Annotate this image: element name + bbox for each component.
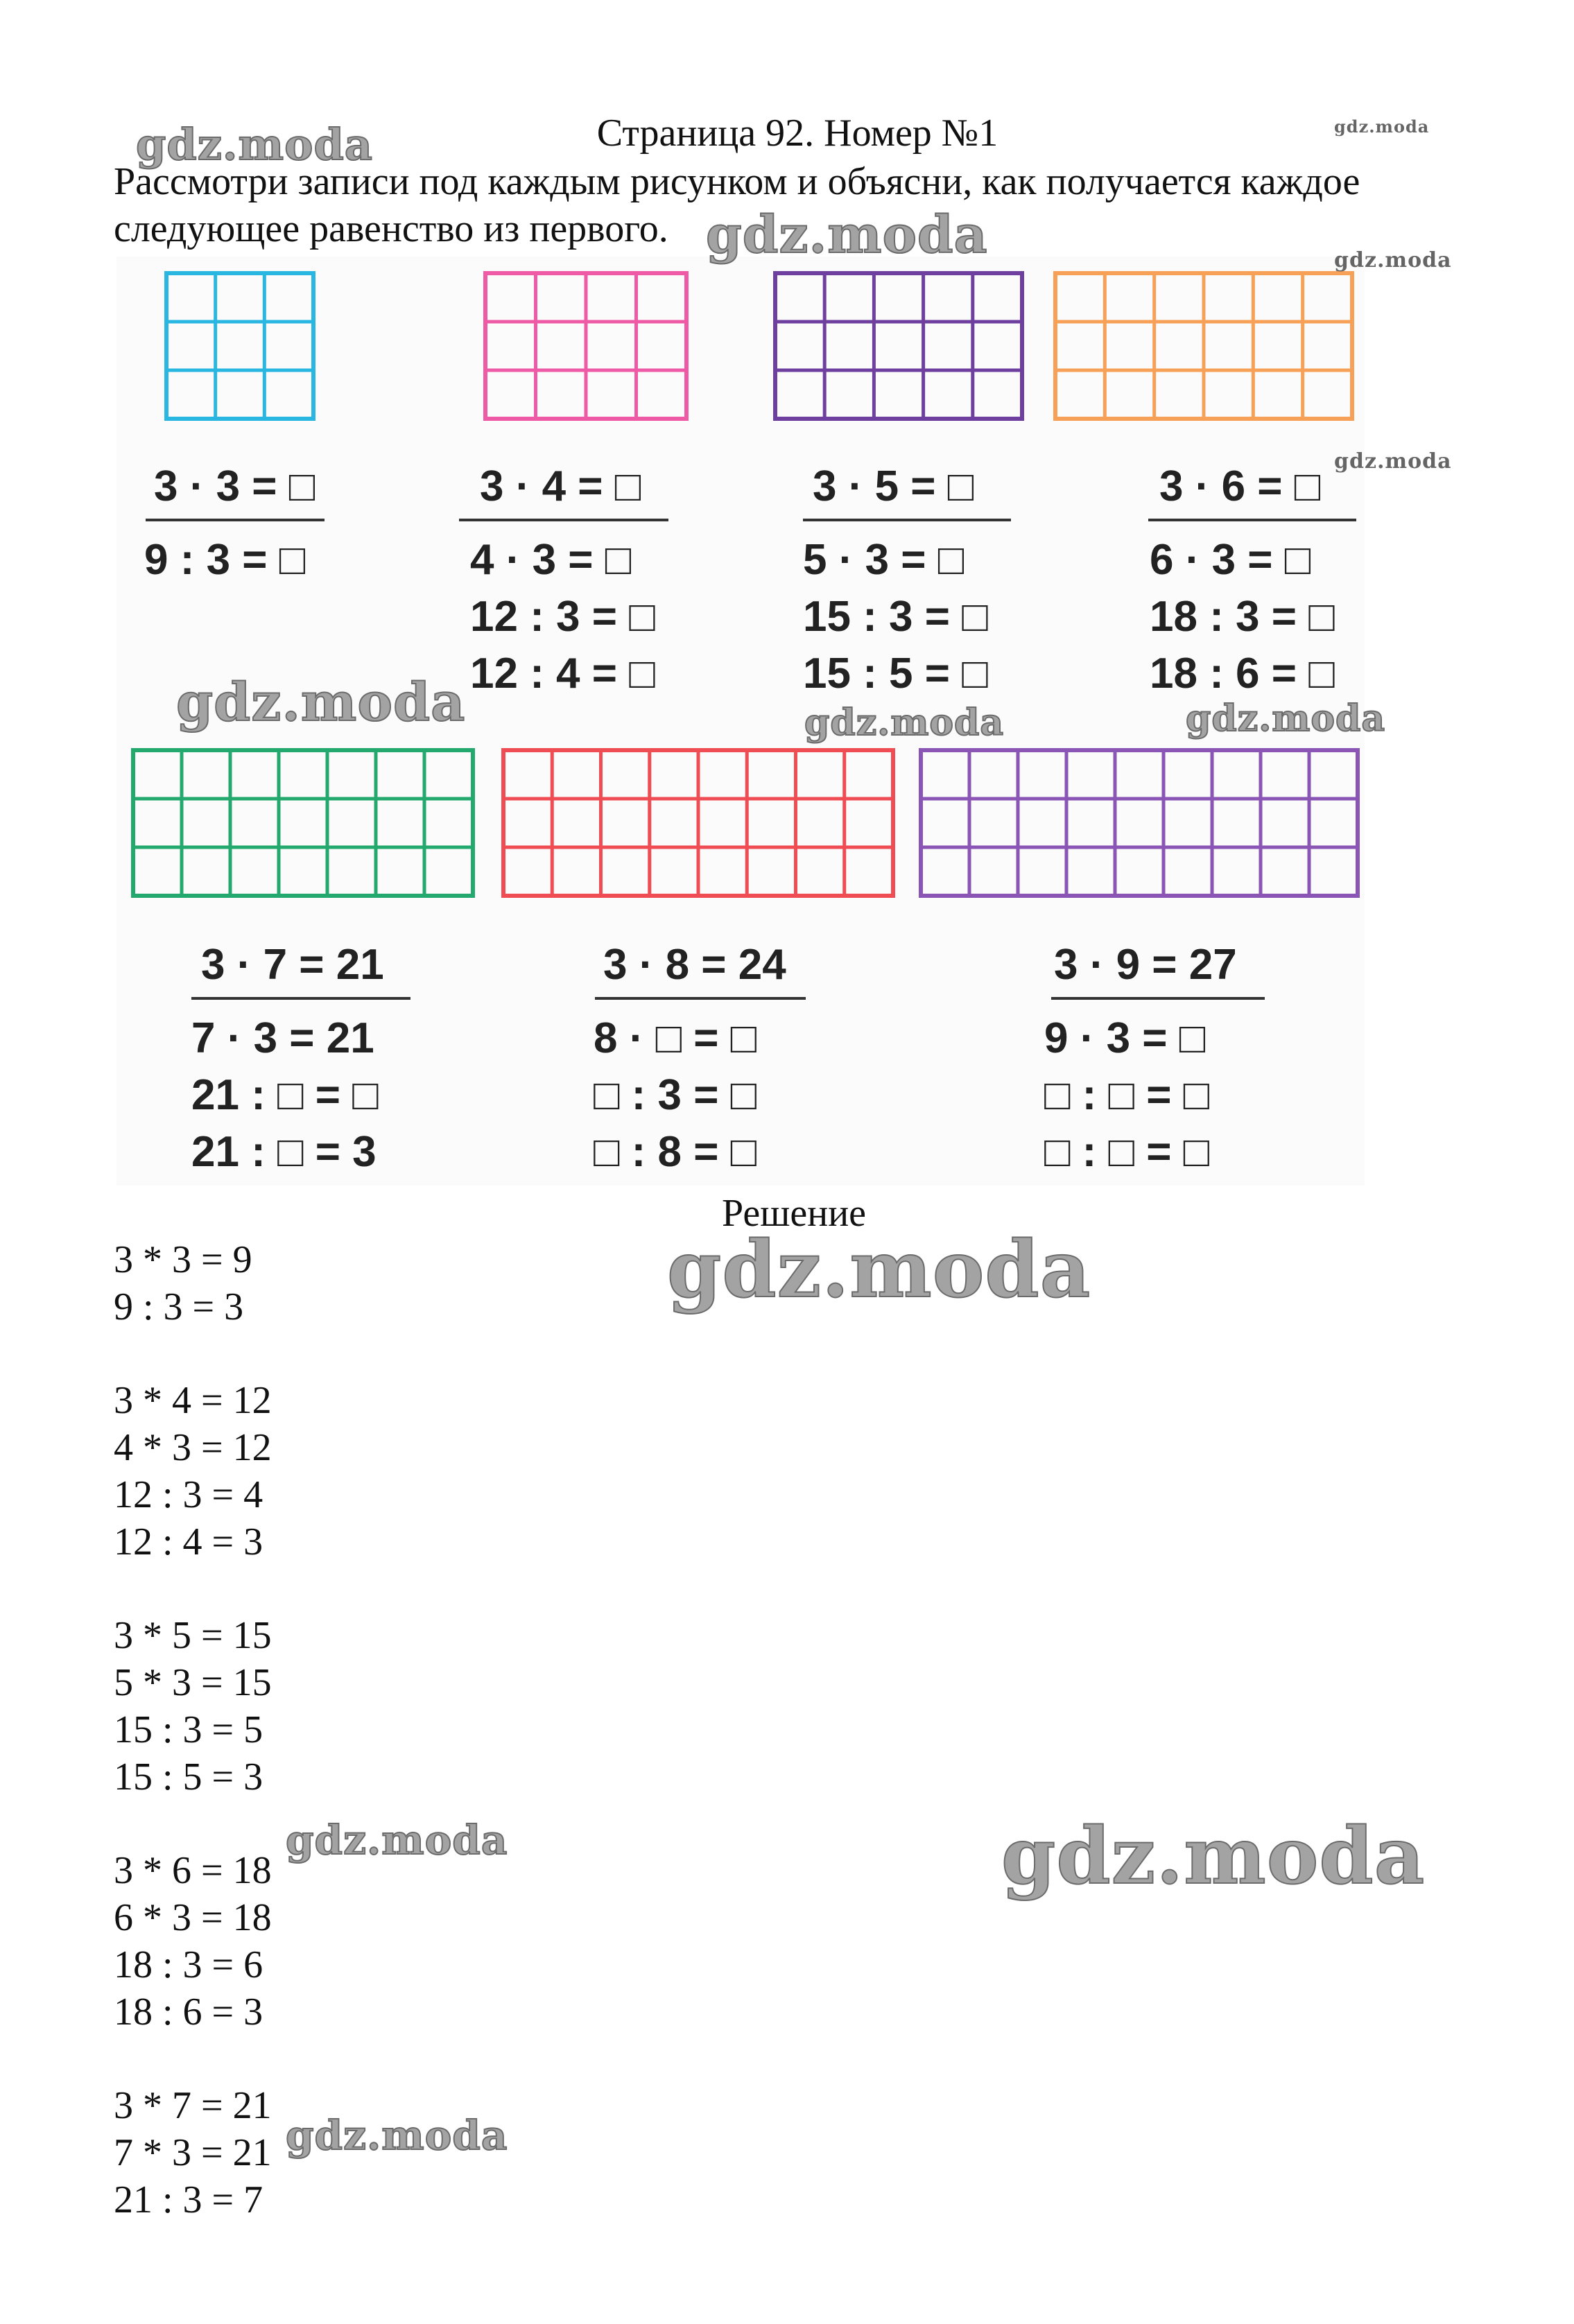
solution-line: 12 : 4 = 3 bbox=[114, 1520, 263, 1563]
equation-derived: 12 : 4 = □ bbox=[470, 650, 655, 697]
equation-derived: 15 : 5 = □ bbox=[803, 650, 988, 697]
watermark: gdz.moda bbox=[667, 1224, 1091, 1315]
solution-line: 3 * 3 = 9 bbox=[114, 1238, 252, 1281]
equation-derived: 21 : □ = □ bbox=[191, 1071, 379, 1119]
task-text-line-2: следующее равенство из первого. bbox=[114, 207, 668, 250]
solution-line: 7 * 3 = 21 bbox=[114, 2131, 272, 2175]
equation-main: 3 · 3 = □ bbox=[154, 462, 315, 510]
watermark: gdz.moda bbox=[286, 2112, 508, 2159]
watermark: gdz.moda bbox=[1001, 1811, 1426, 1902]
watermark: gdz.moda bbox=[286, 1816, 508, 1864]
solution-line: 18 : 6 = 3 bbox=[114, 1990, 263, 2034]
equation-derived: □ : □ = □ bbox=[1044, 1071, 1210, 1119]
equation-main: 3 · 9 = 27 bbox=[1054, 941, 1237, 989]
solution-line: 21 : 3 = 7 bbox=[114, 2178, 263, 2221]
equation-derived: 21 : □ = 3 bbox=[191, 1128, 377, 1176]
solution-line: 3 * 4 = 12 bbox=[114, 1379, 272, 1423]
watermark: gdz.moda bbox=[136, 119, 373, 170]
solution-line: 3 * 5 = 15 bbox=[114, 1614, 272, 1658]
page-title: Страница 92. Номер №1 bbox=[596, 112, 998, 155]
solution-line: 15 : 5 = 3 bbox=[114, 1755, 263, 1798]
equation-derived: 15 : 3 = □ bbox=[803, 593, 988, 641]
solution-line: 6 * 3 = 18 bbox=[114, 1896, 272, 1940]
equation-derived: □ : 3 = □ bbox=[594, 1071, 757, 1119]
watermark: gdz.moda bbox=[1334, 248, 1452, 272]
solution-line: 3 * 6 = 18 bbox=[114, 1849, 272, 1893]
watermark: gdz.moda bbox=[176, 671, 466, 733]
solution-spacer bbox=[114, 1331, 272, 1378]
solution-line: 15 : 3 = 5 bbox=[114, 1708, 263, 1751]
equation-derived: 8 · □ = □ bbox=[594, 1014, 757, 1062]
solution-heading: Решение bbox=[721, 1192, 867, 1235]
equation-derived: 4 · 3 = □ bbox=[470, 536, 632, 584]
solution-line: 4 * 3 = 12 bbox=[114, 1426, 272, 1470]
equation-derived: 12 : 3 = □ bbox=[470, 593, 655, 641]
task-text-line-1: Рассмотри записи под каждым рисунком и объясни, как получается каждое bbox=[114, 160, 1360, 203]
equation-derived: □ : □ = □ bbox=[1044, 1128, 1210, 1176]
solution-line: 18 : 3 = 6 bbox=[114, 1943, 263, 1986]
equation-main: 3 · 4 = □ bbox=[480, 462, 641, 510]
watermark: gdz.moda bbox=[804, 702, 1005, 744]
equation-derived: 5 · 3 = □ bbox=[803, 536, 965, 584]
equation-derived: 18 : 3 = □ bbox=[1150, 593, 1335, 641]
solution-spacer bbox=[114, 1566, 272, 1613]
watermark: gdz.moda bbox=[706, 205, 988, 265]
solution-spacer bbox=[114, 2036, 272, 2083]
equation-main: 3 · 6 = □ bbox=[1159, 462, 1321, 510]
equation-main: 3 · 8 = 24 bbox=[603, 941, 786, 989]
solution-spacer bbox=[114, 1801, 272, 1848]
equation-main: 3 · 7 = 21 bbox=[201, 941, 384, 989]
equation-derived: 18 : 6 = □ bbox=[1150, 650, 1335, 697]
equation-main: 3 · 5 = □ bbox=[813, 462, 974, 510]
solution-line: 12 : 3 = 4 bbox=[114, 1473, 263, 1516]
watermark: gdz.moda bbox=[1334, 116, 1430, 137]
solution-list bbox=[114, 1237, 272, 2224]
equation-derived: 6 · 3 = □ bbox=[1150, 536, 1311, 584]
watermark: gdz.moda bbox=[1334, 449, 1452, 474]
equation-derived: 7 · 3 = 21 bbox=[191, 1014, 374, 1062]
watermark: gdz.moda bbox=[1186, 697, 1386, 740]
equation-derived: □ : 8 = □ bbox=[594, 1128, 757, 1176]
equation-derived: 9 · 3 = □ bbox=[1044, 1014, 1206, 1062]
solution-line: 9 : 3 = 3 bbox=[114, 1285, 244, 1328]
solution-line: 3 * 7 = 21 bbox=[114, 2084, 272, 2128]
solution-line: 5 * 3 = 15 bbox=[114, 1661, 272, 1705]
equation-derived: 9 : 3 = □ bbox=[144, 536, 306, 584]
